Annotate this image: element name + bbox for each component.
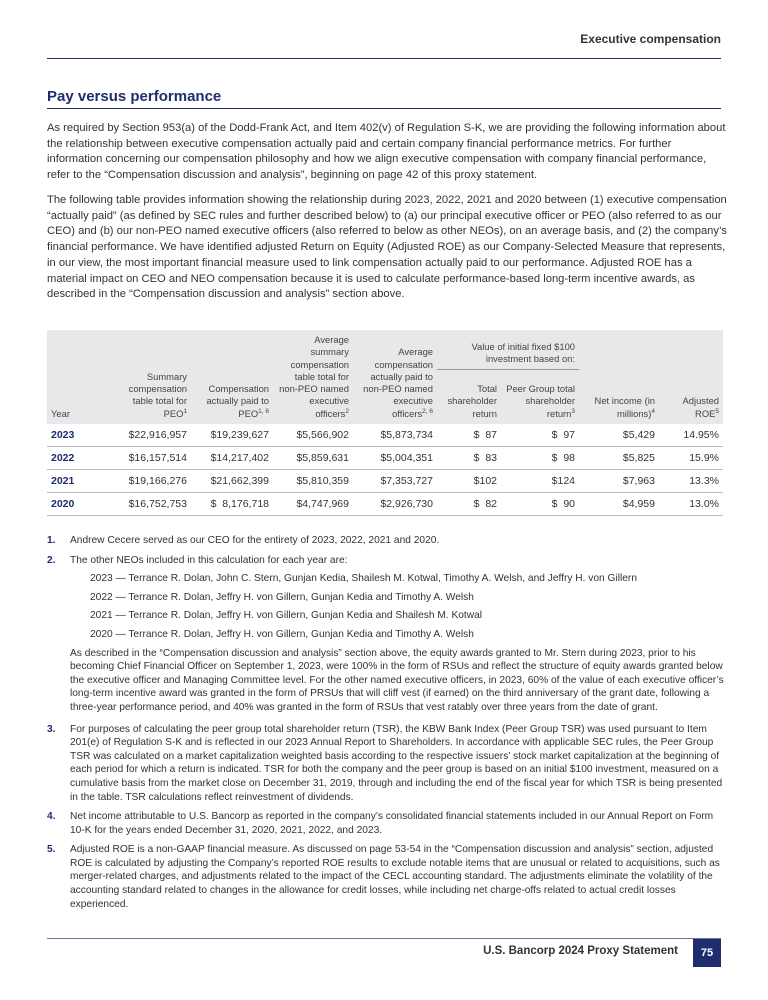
footnote-number: 4. bbox=[47, 811, 56, 823]
cell-net-income: $7,963 bbox=[579, 470, 659, 493]
neo-list-2020: 2020 — Terrance R. Dolan, Jeffry H. von Gillern, Gunjan Kedia and Timothy A. Welsh bbox=[90, 628, 474, 640]
footer-document-title: U.S. Bancorp 2024 Proxy Statement bbox=[483, 945, 678, 957]
table-row bbox=[47, 424, 723, 447]
cell-peer-tsr: $ 98 bbox=[501, 447, 579, 470]
cell-adj-roe: 13.3% bbox=[659, 470, 723, 493]
cell-tsr: $102 bbox=[437, 470, 501, 493]
col-header-year: Year bbox=[47, 330, 109, 424]
cell-net-income: $5,825 bbox=[579, 447, 659, 470]
neo-list-2023: 2023 — Terrance R. Dolan, John C. Stern, Gunjan Kedia, Shailesh M. Kotwal, Timothy A. Welsh, and Jeffry H. von Gillern bbox=[90, 573, 637, 585]
cell-peer-tsr: $ 97 bbox=[501, 424, 579, 447]
cell-avg-cap-neo: $5,004,351 bbox=[353, 447, 437, 470]
footnote-number: 1. bbox=[47, 535, 56, 546]
cell-cap-peo: $19,239,627 bbox=[191, 424, 273, 447]
footnote-text: For purposes of calculating the peer group total shareholder return (TSR), the KBW Bank Index (Peer Group TSR) was used pursuant to Item 201(e) of Regulation S-K and is reflected in our 2023 Annual Report to Shareholders. In accordance with applicable SEC rules, the Peer Group TSR was calculated on a market capitalization weighted basis according to the respective issuers’ stock market capitalization at the beginning of each period for which a return is indicated. TSR for both the company and the peer group is based on an initial $100 investment, measured on a cumulative basis from the market close on December 31, 2019, through and including the end of the fiscal year for which TSR is being presented in the table. TSR calculations reflect reinvestment of dividends. bbox=[70, 723, 723, 803]
table-description-paragraph: The following table provides information showing the relationship during 2023, 2022, 2021 and 2020 between (1) executive compensation “actually paid” (as defined by SEC rules and further described below) to (a) our principal executive officer or PEO (also referred to as our CEO) and (b) our non-PEO named executive officers (also referred to below as other NEOs), on an average basis, and (2) the company’s financial performance. We have identified adjusted Return on Equity (Adjusted ROE) as our Company-Selected Measure that represents, in our view, the most important financial measure used to link compensation actually paid to our performance. Adjusted ROE has a material impact on CEO and NEO compensation because it is used to calculate performance-based long-term incentive awards, as described in the “Compensation discussion and analysis” section above. bbox=[47, 194, 727, 301]
footnote-1 bbox=[47, 534, 727, 548]
footnote-2-detail: As described in the “Compensation discussion and analysis” section above, the equity awards granted to Mr. Stern during 2023, prior to his becoming Chief Financial Officer on September 1, 2023, were 100% in the form of RSUs and reflect the structure of equity awards granted below the executive officer and Managing Committee level. For the other named executive officers, in 2023, 60% of the value of each executive officer’s long-term incentive award was granted in the form of PRSUs that will cliff vest (if earned) on the third anniversary of the grant date, following a three-year performance period, and 40% was granted in the form of RSUs that vest ratably over three years from the date of grant. bbox=[70, 647, 724, 713]
cell-peer-tsr: $124 bbox=[501, 470, 579, 493]
cell-adj-roe: 14.95% bbox=[659, 424, 723, 447]
table-row bbox=[47, 493, 723, 516]
cell-cap-peo: $ 8,176,718 bbox=[191, 493, 273, 516]
section-title: Pay versus performance bbox=[47, 88, 721, 109]
intro-paragraph: As required by Section 953(a) of the Dodd-Frank Act, and Item 402(v) of Regulation S-K, we are providing the following information about the relationship between executive compensation actually paid and certain company financial performance metrics. For further information concerning our compensation philosophy and how we align executive compensation with company financial performance, refer to the “Compensation discussion and analysis”, beginning on page 42 of this proxy statement. bbox=[47, 122, 726, 182]
col-header-cap-peo: Compensation actually paid to PEO$^{1, 6}$ bbox=[191, 330, 273, 424]
neo-list-2021: 2021 — Terrance R. Dolan, Jeffry H. von Gillern, Gunjan Kedia and Shailesh M. Kotwal bbox=[90, 610, 483, 622]
footer-rule bbox=[47, 938, 721, 939]
cell-avg-sct-neo: $5,810,359 bbox=[273, 470, 353, 493]
footnote-number: 5. bbox=[47, 844, 56, 856]
footnote-2 bbox=[47, 554, 727, 568]
col-header-avg-sct-neo: Average summary compensation table total for non-PEO named executive officers$^2$ bbox=[273, 330, 353, 424]
table-row bbox=[47, 447, 723, 470]
cell-avg-sct-neo: $5,566,902 bbox=[273, 424, 353, 447]
col-header-tsr: Total shareholder return bbox=[437, 370, 501, 424]
cell-adj-roe: 15.9% bbox=[659, 447, 723, 470]
cell-cap-peo: $21,662,399 bbox=[191, 470, 273, 493]
pay-versus-performance-table bbox=[47, 330, 723, 516]
table-row bbox=[47, 470, 723, 493]
cell-avg-cap-neo: $2,926,730 bbox=[353, 493, 437, 516]
cell-sct-peo: $16,157,514 bbox=[109, 447, 191, 470]
cell-avg-cap-neo: $5,873,734 bbox=[353, 424, 437, 447]
cell-tsr: $ 83 bbox=[437, 447, 501, 470]
footnote-number: 3. bbox=[47, 723, 56, 735]
footnotes bbox=[47, 534, 727, 917]
cell-net-income: $4,959 bbox=[579, 493, 659, 516]
running-header: Executive compensation bbox=[47, 32, 721, 59]
footnote-text: Adjusted ROE is a non-GAAP financial measure. As discussed on page 53-54 in the “Compensation discussion and analysis” section, adjusted ROE is calculated by adjusting the Company’s reported ROE results to exclude notable items that are unusual or related to acquisitions, such as merger-related charges, and adjustments related to the impact of the CECL accounting standard. The adjustments eliminate the volatility of the accounting standard related to changes in the allowance for credit losses, while including net charge-offs related to actual credit losses experienced. bbox=[70, 844, 720, 910]
page-number: 75 bbox=[693, 939, 721, 967]
cell-tsr: $ 82 bbox=[437, 493, 501, 516]
cell-avg-cap-neo: $7,353,727 bbox=[353, 470, 437, 493]
footnote-4 bbox=[47, 810, 727, 837]
cell-year: 2020 bbox=[47, 493, 109, 516]
col-header-net-income: Net income (in millions)$^4$ bbox=[579, 330, 659, 424]
footnote-text: The other NEOs included in this calculation for each year are: bbox=[70, 554, 348, 566]
cell-year: 2023 bbox=[47, 424, 109, 447]
footnote-text: Andrew Cecere served as our CEO for the entirety of 2023, 2022, 2021 and 2020. bbox=[70, 535, 440, 546]
cell-sct-peo: $19,166,276 bbox=[109, 470, 191, 493]
col-header-adj-roe: Adjusted ROE$^5$ bbox=[659, 330, 723, 424]
col-header-peer-tsr: Peer Group total shareholder return$^3$ bbox=[501, 370, 579, 424]
col-header-sct-peo: Summary compensation table total for PEO$^1$ bbox=[109, 330, 191, 424]
cell-cap-peo: $14,217,402 bbox=[191, 447, 273, 470]
cell-tsr: $ 87 bbox=[437, 424, 501, 447]
footnote-text: Net income attributable to U.S. Bancorp as reported in the company’s consolidated financial statements included in our Annual Report on Form 10-K for the years ended December 31, 2020, 2021, 2022, and 2023. bbox=[70, 811, 714, 836]
cell-avg-sct-neo: $5,859,631 bbox=[273, 447, 353, 470]
col-group-header-investment: Value of initial fixed $100 investment based on: bbox=[437, 330, 579, 370]
cell-year: 2021 bbox=[47, 470, 109, 493]
cell-year: 2022 bbox=[47, 447, 109, 470]
cell-peer-tsr: $ 90 bbox=[501, 493, 579, 516]
footnote-number: 2. bbox=[47, 554, 56, 566]
footnote-3 bbox=[47, 723, 727, 805]
col-header-avg-cap-neo: Average compensation actually paid to non-PEO named executive officers$^{2, 6}$ bbox=[353, 330, 437, 424]
cell-net-income: $5,429 bbox=[579, 424, 659, 447]
cell-sct-peo: $22,916,957 bbox=[109, 424, 191, 447]
neo-list-2022: 2022 — Terrance R. Dolan, Jeffry H. von Gillern, Gunjan Kedia and Timothy A. Welsh bbox=[90, 591, 474, 603]
cell-adj-roe: 13.0% bbox=[659, 493, 723, 516]
cell-sct-peo: $16,752,753 bbox=[109, 493, 191, 516]
footnote-5 bbox=[47, 843, 727, 911]
cell-avg-sct-neo: $4,747,969 bbox=[273, 493, 353, 516]
